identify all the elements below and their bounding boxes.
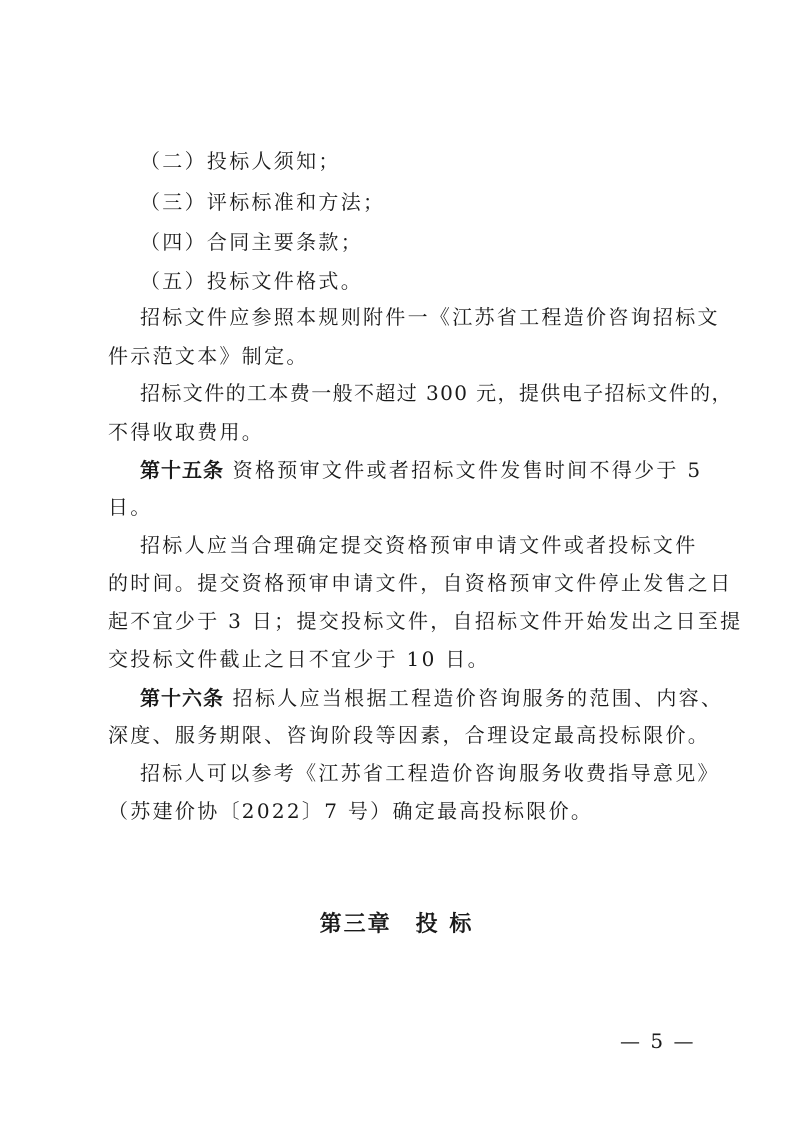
article-15-label: 第十五条 (140, 458, 224, 482)
paragraph-line: 起不宜少于 3 日；提交投标文件，自招标文件开始发出之日至提 (108, 609, 743, 633)
paragraph-line: 招标人应当合理确定提交资格预审申请文件或者投标文件 (140, 533, 698, 557)
chapter-title: 第三章 投 标 (319, 911, 474, 937)
paragraph-line: 深度、服务期限、咨询阶段等因素，合理设定最高投标限价。 (108, 723, 711, 747)
article-16-text: 招标人应当根据工程造价咨询服务的范围、内容、 (232, 686, 724, 710)
page-number: — 5 — (620, 1029, 696, 1053)
paragraph-line: 不得收取费用。 (108, 420, 265, 444)
article-15-text: 资格预审文件或者招标文件发售时间不得少于 5 (232, 458, 703, 482)
article-16-line (140, 685, 723, 711)
paragraph-line: （苏建价协〔2022〕7 号）确定最高投标限价。 (108, 799, 594, 823)
article-15-line (140, 457, 702, 483)
paragraph-line: 交投标文件截止之日不宜少于 10 日。 (108, 647, 490, 671)
paragraph-line: 的时间。提交资格预审申请文件，自资格预审文件停止发售之日 (108, 571, 733, 595)
list-item-4: （四）合同主要条款； (140, 230, 363, 254)
list-item-2: （二）投标人须知； (140, 149, 341, 173)
list-item-3: （三）评标标准和方法； (140, 190, 386, 214)
article-16-label: 第十六条 (140, 686, 224, 710)
paragraph-line: 招标人可以参考《江苏省工程造价咨询服务收费指导意见》 (140, 761, 720, 785)
paragraph-line: 日。 (108, 495, 153, 519)
list-item-5: （五）投标文件格式。 (140, 269, 363, 293)
paragraph-line: 件示范文本》制定。 (108, 344, 309, 368)
paragraph-line: 招标文件的工本费一般不超过 300 元，提供电子招标文件的， (140, 381, 733, 405)
paragraph-line: 招标文件应参照本规则附件一《江苏省工程造价咨询招标文 (140, 305, 720, 329)
